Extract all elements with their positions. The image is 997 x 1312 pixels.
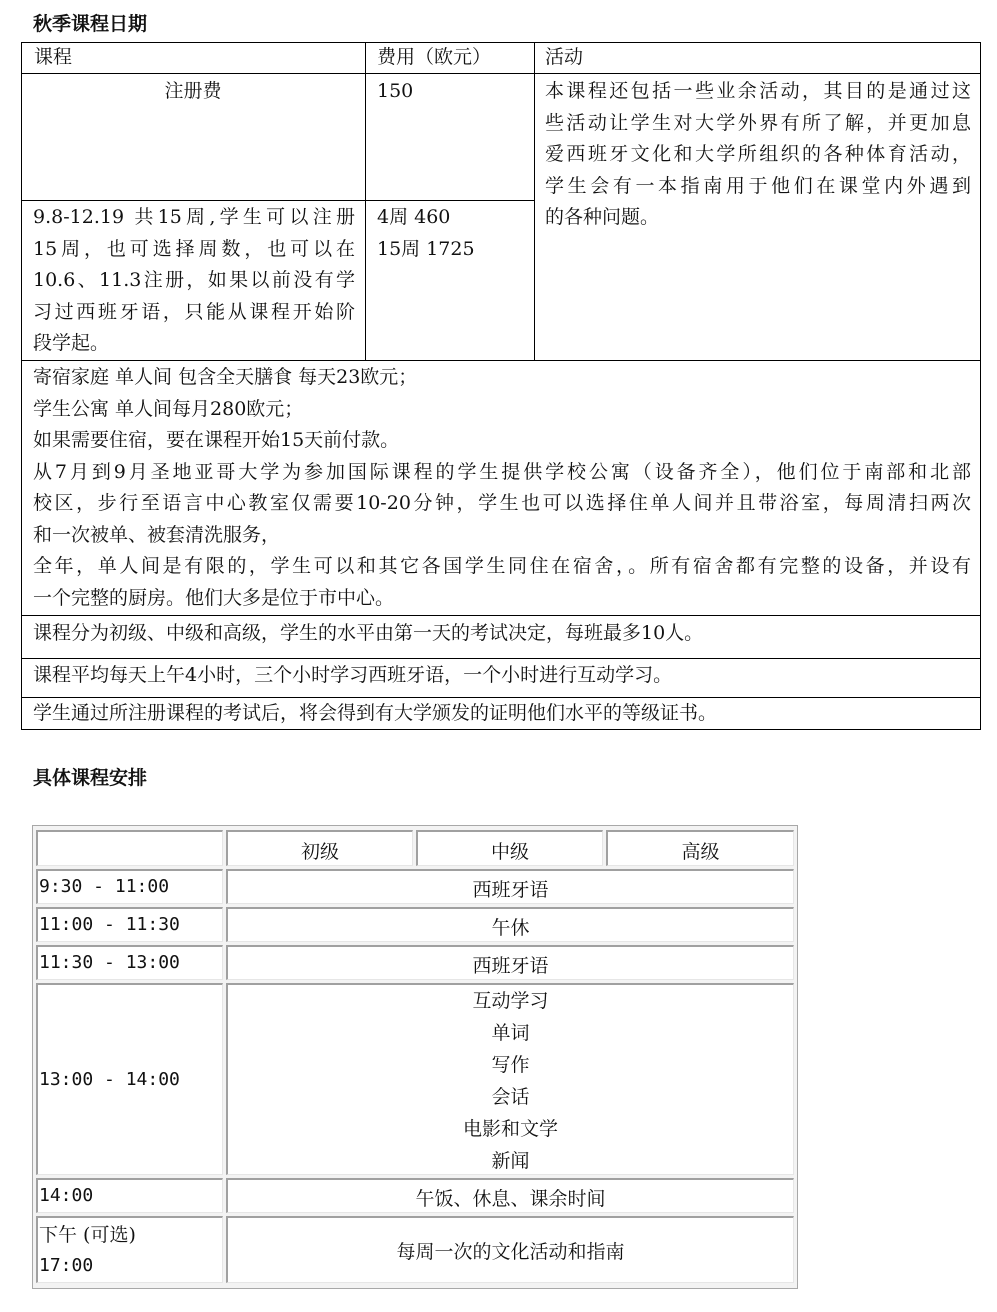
activity-label: 每周一次的文化活动和指南 (396, 1241, 625, 1263)
daily-hours-note (33, 660, 971, 692)
activity-label: 西班牙语 (472, 955, 549, 977)
text-line: 学生通过所注册课程的考试后，将会得到有大学颁发的证明他们水平的等级证书。 (33, 702, 718, 724)
text-line: 15周，也可选择周数，也可以在 (33, 237, 355, 260)
schedule-activity (226, 945, 794, 980)
text-line: 的各种问题。 (545, 206, 660, 228)
page-title: 秋季课程日期 (33, 13, 148, 35)
text-line: 寄宿家庭 单人间 包含全天膳食 每天23欧元； (33, 366, 418, 388)
schedule-activity (226, 983, 794, 1175)
text-line: 和一次被单、被套清洗服务， (33, 523, 281, 546)
text-line: 全年，单人间是有限的，学生可以和其它各国学生同住在宿舍，。所有宿舍都有完整的设备，并设有 (33, 555, 971, 577)
table-divider (21, 615, 981, 616)
text-line: 课程平均每天上午4小时，三个小时学习西班牙语，一个小时进行互动学习。 (33, 664, 673, 686)
level-label: 高级 (681, 841, 720, 863)
text-line: 校区，步行至语言中心教室仅需要10-20分钟，学生也可以选择住单人间并且带浴室，每周清扫两次 (33, 492, 971, 514)
text-line: 课程分为初级、中级和高级，学生的水平由第一天的考试决定，每班最多10人。 (33, 622, 704, 644)
header-activity: 活动 (545, 46, 584, 68)
text-line: 些活动让学生对大学外界有所了解，并更加息 (545, 111, 971, 134)
schedule-header-blank (36, 830, 223, 866)
activity-label: 午饭、休息、课余时间 (415, 1188, 606, 1210)
time-label: 13:00 - 14:00 (39, 1069, 180, 1090)
level-label: 中级 (490, 841, 529, 863)
schedule-time (36, 869, 223, 904)
time-label: 14:00 (39, 1185, 94, 1206)
certificate-note (33, 698, 971, 730)
activity-description (545, 76, 971, 234)
level-header (606, 830, 794, 866)
text-line: 10.6、11.3注册，如果以前没有学 (33, 269, 355, 291)
activity-label: 单词 (491, 1022, 530, 1044)
level-label: 初级 (300, 841, 339, 863)
time-label: 下午 (可选) (39, 1224, 136, 1246)
table-border-left (21, 42, 22, 730)
level-header (416, 830, 603, 866)
text-line: 9.8-12.19 共15周,学生可以注册 (33, 206, 355, 228)
activity-label: 西班牙语 (472, 879, 549, 901)
text-line: 从7月到9月圣地亚哥大学为参加国际课程的学生提供学校公寓（设备齐全），他们位于南部和北部 (33, 460, 971, 483)
schedule-activity (226, 869, 794, 904)
schedule-activity (226, 907, 794, 942)
schedule-time (36, 945, 223, 980)
schedule-time (36, 983, 223, 1175)
activity-label: 午休 (491, 917, 530, 939)
text-line: 如果需要住宿，要在课程开始15天前付款。 (33, 429, 400, 451)
table-border-right (980, 42, 981, 730)
table-divider (21, 200, 534, 201)
table-divider (21, 360, 981, 361)
table-divider (365, 42, 366, 360)
activity-label: 新闻 (491, 1150, 530, 1172)
level-header (226, 830, 413, 866)
schedule-title: 具体课程安排 (33, 767, 148, 789)
text-line: 一个完整的厨房。他们大多是位于市中心。 (33, 586, 395, 609)
course-fees (377, 202, 527, 265)
activity-label: 写作 (491, 1054, 530, 1076)
time-label: 11:30 - 13:00 (39, 952, 180, 973)
text-line: 学生会有一本指南用于他们在课堂内外遇到 (545, 174, 971, 197)
registration-fee: 150 (377, 80, 414, 102)
table-divider (21, 658, 981, 659)
housing-description (33, 362, 971, 614)
time-label: 17:00 (39, 1255, 94, 1276)
header-course: 课程 (34, 46, 73, 68)
schedule-time (36, 907, 223, 942)
schedule-table (32, 825, 798, 1289)
course-dates-description (33, 202, 355, 360)
schedule-time (36, 1216, 223, 1283)
text-line: 本课程还包括一些业余活动，其目的是通过这 (545, 80, 971, 102)
activity-label: 互动学习 (472, 990, 549, 1012)
text-line: 爱西班牙文化和大学所组织的各种体育活动， (545, 143, 971, 165)
text-line: 习过西班牙语，只能从课程开始阶 (33, 300, 355, 323)
text-line: 段学起。 (33, 332, 110, 354)
autumn-course-table (21, 42, 981, 730)
fee-line: 4周 460 (377, 206, 451, 228)
text-line: 学生公寓 单人间每月280欧元； (33, 397, 304, 420)
levels-note (33, 618, 971, 650)
activity-label: 会话 (491, 1086, 530, 1108)
table-divider (534, 42, 535, 360)
fee-line: 15周 1725 (377, 237, 475, 260)
time-label: 11:00 - 11:30 (39, 914, 180, 935)
activity-label: 电影和文学 (462, 1118, 558, 1140)
schedule-time (36, 1178, 223, 1213)
time-label: 9:30 - 11:00 (39, 876, 170, 897)
registration-label: 注册费 (164, 80, 222, 102)
schedule-activity (226, 1216, 794, 1283)
schedule-activity (226, 1178, 794, 1213)
header-fee: 费用（欧元） (377, 46, 492, 68)
